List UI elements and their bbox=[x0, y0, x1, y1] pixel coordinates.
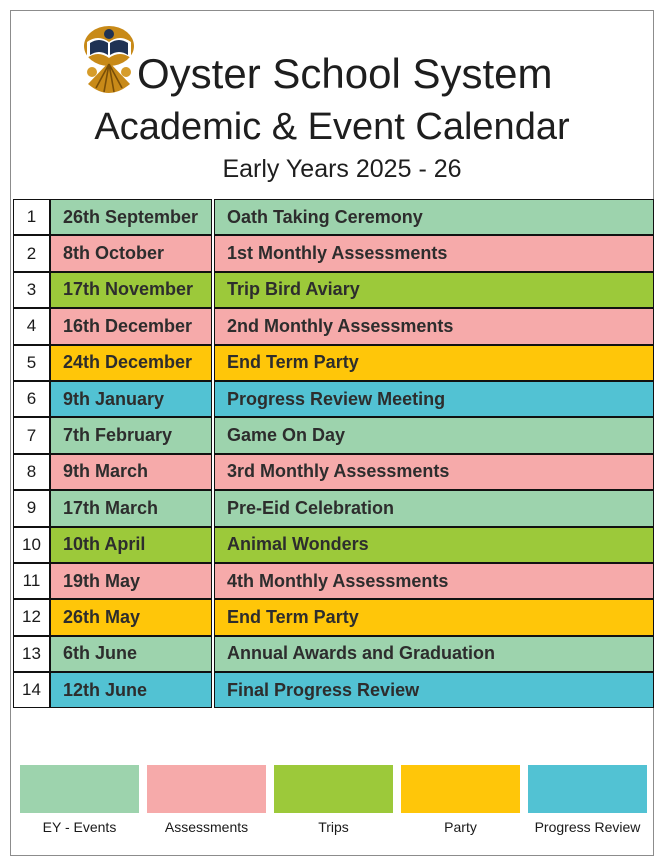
legend-swatch bbox=[274, 765, 393, 813]
event-date: 6th June bbox=[50, 636, 212, 672]
event-name: Game On Day bbox=[214, 417, 654, 453]
year-label: Early Years 2025 - 26 bbox=[222, 155, 462, 183]
row-number: 7 bbox=[13, 417, 50, 453]
event-date: 9th March bbox=[50, 454, 212, 490]
legend-item bbox=[401, 765, 520, 835]
event-date: 17th November bbox=[50, 272, 212, 308]
table-row bbox=[13, 454, 654, 490]
row-number: 1 bbox=[13, 199, 50, 235]
legend-item bbox=[147, 765, 266, 835]
legend-label: Trips bbox=[318, 819, 349, 835]
event-name: Oath Taking Ceremony bbox=[214, 199, 654, 235]
event-date: 7th February bbox=[50, 417, 212, 453]
table-row bbox=[13, 490, 654, 526]
row-number: 5 bbox=[13, 345, 50, 381]
event-name: Animal Wonders bbox=[214, 527, 654, 563]
legend-swatch bbox=[528, 765, 647, 813]
legend-label: EY - Events bbox=[42, 819, 117, 835]
legend-swatch bbox=[147, 765, 266, 813]
legend-item bbox=[274, 765, 393, 835]
table-row bbox=[13, 417, 654, 453]
table-row bbox=[13, 563, 654, 599]
event-name: Trip Bird Aviary bbox=[214, 272, 654, 308]
row-number: 3 bbox=[13, 272, 50, 308]
event-date: 16th December bbox=[50, 308, 212, 344]
legend-item bbox=[20, 765, 139, 835]
row-number: 9 bbox=[13, 490, 50, 526]
color-legend bbox=[20, 765, 650, 845]
legend-swatch bbox=[20, 765, 139, 813]
event-name: Progress Review Meeting bbox=[214, 381, 654, 417]
event-date: 26th September bbox=[50, 199, 212, 235]
table-row bbox=[13, 308, 654, 344]
legend-label: Party bbox=[444, 819, 477, 835]
calendar-subtitle: Academic & Event Calendar bbox=[94, 106, 570, 148]
row-number: 4 bbox=[13, 308, 50, 344]
event-name: Final Progress Review bbox=[214, 672, 654, 708]
table-row bbox=[13, 672, 654, 708]
event-date: 8th October bbox=[50, 235, 212, 271]
table-row bbox=[13, 199, 654, 235]
event-name: End Term Party bbox=[214, 599, 654, 635]
legend-label: Assessments bbox=[164, 819, 249, 835]
event-name: End Term Party bbox=[214, 345, 654, 381]
table-row bbox=[13, 272, 654, 308]
table-row bbox=[13, 599, 654, 635]
row-number: 14 bbox=[13, 672, 50, 708]
event-name: 1st Monthly Assessments bbox=[214, 235, 654, 271]
legend-swatch bbox=[401, 765, 520, 813]
legend-label: Progress Review bbox=[534, 819, 641, 835]
event-date: 12th June bbox=[50, 672, 212, 708]
event-name: Annual Awards and Graduation bbox=[214, 636, 654, 672]
row-number: 8 bbox=[13, 454, 50, 490]
table-row bbox=[13, 381, 654, 417]
table-row bbox=[13, 636, 654, 672]
event-date: 9th January bbox=[50, 381, 212, 417]
event-name: 4th Monthly Assessments bbox=[214, 563, 654, 599]
row-number: 2 bbox=[13, 235, 50, 271]
row-number: 13 bbox=[13, 636, 50, 672]
event-name: Pre-Eid Celebration bbox=[214, 490, 654, 526]
table-row bbox=[13, 345, 654, 381]
row-number: 11 bbox=[13, 563, 50, 599]
row-number: 12 bbox=[13, 599, 50, 635]
table-row bbox=[13, 527, 654, 563]
event-date: 24th December bbox=[50, 345, 212, 381]
row-number: 6 bbox=[13, 381, 50, 417]
oyster-book-logo-icon bbox=[82, 22, 136, 100]
event-date: 10th April bbox=[50, 527, 212, 563]
table-row bbox=[13, 235, 654, 271]
event-date: 26th May bbox=[50, 599, 212, 635]
calendar-table bbox=[13, 199, 654, 708]
event-name: 3rd Monthly Assessments bbox=[214, 454, 654, 490]
event-date: 19th May bbox=[50, 563, 212, 599]
event-date: 17th March bbox=[50, 490, 212, 526]
legend-item bbox=[528, 765, 647, 835]
event-name: 2nd Monthly Assessments bbox=[214, 308, 654, 344]
row-number: 10 bbox=[13, 527, 50, 563]
school-name-title: Oyster School System bbox=[137, 50, 553, 97]
